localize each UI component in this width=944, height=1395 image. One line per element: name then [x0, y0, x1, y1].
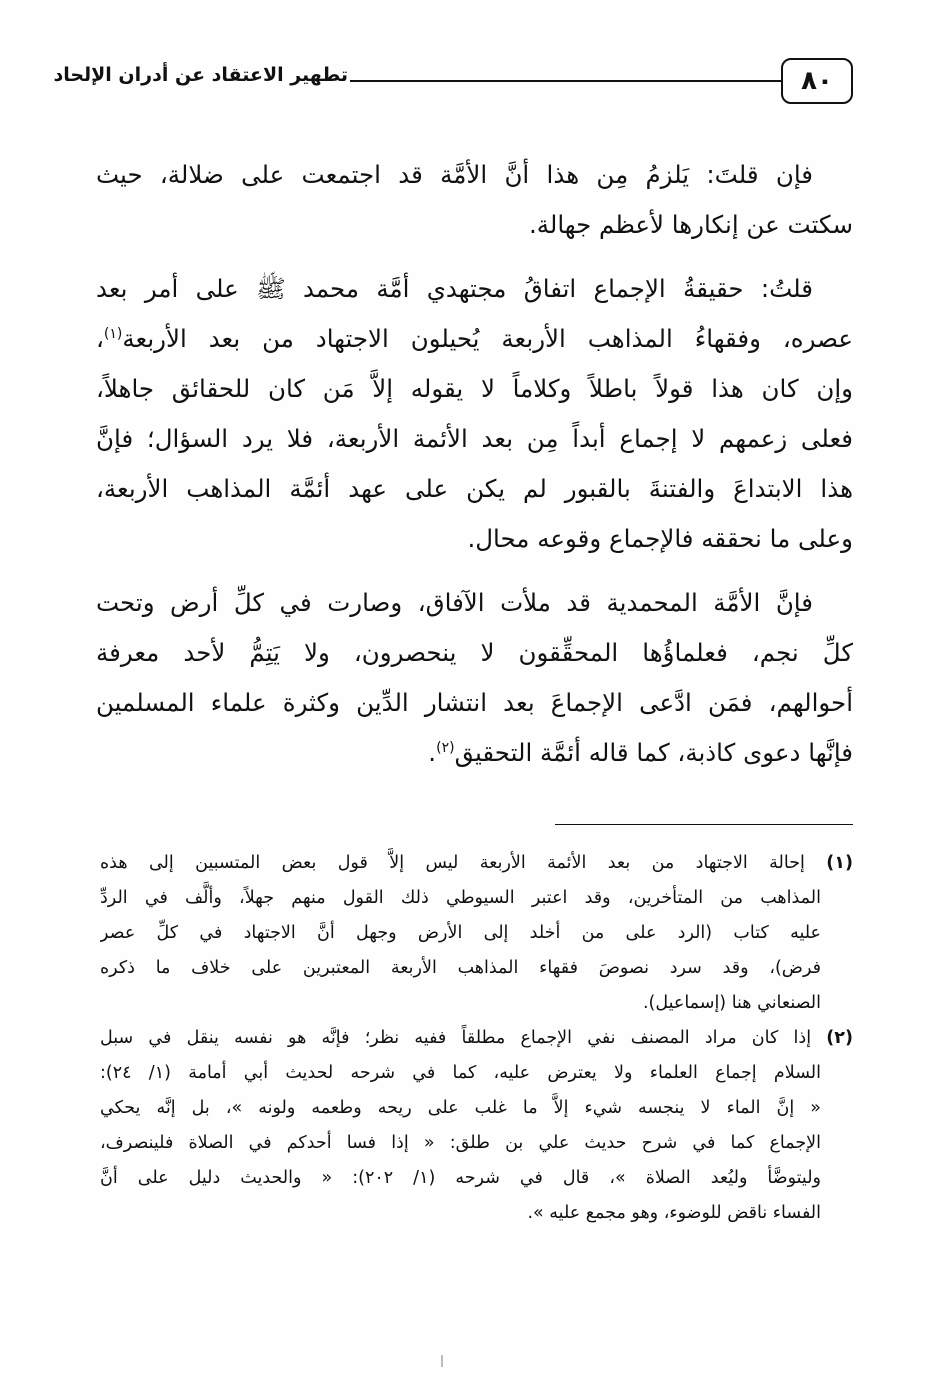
footnote — [100, 1021, 853, 1231]
footnote-line: وليتوضَّأ وليُعد الصلاة »، قال في شرحه (١/ ٢٠٢): « والحديث دليل على أنَّ — [100, 1168, 822, 1188]
header-rule — [350, 80, 781, 82]
scan-mark — [441, 1355, 443, 1367]
text-line: عصره، وفقهاءُ المذاهب الأربعة يُحيلون الاجتهاد من بعد الأربعة$^{(١)}$، — [96, 324, 853, 353]
footnote — [100, 846, 853, 1021]
footnote-line: السلام إجماع العلماء ولا يعترض عليه، كما في شرحه لحديث أبي أمامة (١/ ٢٤): — [100, 1063, 821, 1083]
page-header — [53, 58, 853, 108]
footnotes — [100, 846, 853, 1231]
footnote-line: « إنَّ الماء لا ينجسه شيء إلاَّ ما غلب على ريحه وطعمه ولونه »، بل إنَّه يحكي — [100, 1098, 821, 1118]
text-line: هذا الابتداعَ والفتنةَ بالقبور لم يكن على عهد أئمَّة المذاهب الأربعة، — [96, 474, 853, 503]
footnote-line — [100, 1021, 853, 1056]
footnote-separator — [555, 824, 853, 825]
footnote-ref: (٢) — [436, 739, 455, 756]
footnote-line: الصنعاني هنا (إسماعيل). — [642, 993, 821, 1013]
text-line: وعلى ما نحققه فالإجماع وقوعه محال. — [467, 524, 853, 553]
footnote-line: الإجماع كما في شرح حديث علي بن طلق: « إذا فسا أحدكم في الصلاة فلينصرف، — [100, 1133, 821, 1153]
footnote-number: (٢) — [826, 1028, 853, 1048]
text-line: فإن قلتَ: يَلزمُ مِن هذا أنَّ الأمَّة قد اجتمعت على ضلالة، حيث — [96, 160, 813, 189]
footnote-text: إحالة الاجتهاد من بعد الأئمة الأربعة ليس إلاَّ قول بعض المتسبين إلى هذه — [100, 853, 805, 873]
text-line: كلِّ نجم، فعلماؤُها المحقِّقون لا ينحصرون، ولا يَتِمُّ لأحد معرفة — [96, 638, 853, 667]
paragraph — [96, 264, 853, 564]
text-line-content: عصره، وفقهاءُ المذاهب الأربعة يُحيلون الاجتهاد من بعد الأربعة — [122, 324, 853, 353]
text-line: سكتت عن إنكارها لأعظم جهالة. — [528, 210, 853, 239]
main-text — [96, 150, 853, 778]
paragraph — [96, 578, 853, 778]
footnote-number: (١) — [826, 853, 853, 873]
text-line: قلتُ: حقيقةُ الإجماع اتفاقُ مجتهدي أمَّة محمد ﷺ على أمر بعد — [96, 274, 813, 303]
footnote-line: المذاهب من المتأخرين، وقد اعتبر السيوطي ذلك القول منهم جهلاً، وألَّف في الردِّ — [100, 888, 821, 908]
footnote-line: عليه كتاب (الرد على من أخلد إلى الأرض وجهل أنَّ الاجتهاد في كلِّ عصر — [100, 923, 821, 943]
text-line: فإنَّها دعوى كاذبة، كما قاله أئمَّة التحقيق$^{(٢)}$. — [428, 738, 853, 767]
text-line: وإن كان هذا قولاً باطلاً وكلاماً لا يقوله إلاَّ مَن كان للحقائق جاهلاً، — [96, 374, 853, 403]
footnote-line: فرض)، وقد سرد نصوصَ فقهاء المذاهب الأربعة المعتبرين على خلاف ما ذكره — [100, 958, 821, 978]
running-title: تطهير الاعتقاد عن أدران الإلحاد — [53, 64, 348, 86]
text-line-content: فإنَّها دعوى كاذبة، كما قاله أئمَّة التحقيق — [454, 738, 853, 767]
footnote-line: الفساء ناقض للوضوء، وهو مجمع عليه ». — [527, 1203, 821, 1223]
footnote-ref: (١) — [103, 325, 123, 342]
footnote-text: إذا كان مراد المصنف نفي الإجماع مطلقاً ففيه نظر؛ فإنَّه هو نفسه ينقل في سبل — [100, 1028, 812, 1048]
paragraph — [96, 150, 853, 250]
text-line: فعلى زعمهم لا إجماع أبداً مِن بعد الأئمة الأربعة، فلا يرد السؤال؛ فإنَّ — [96, 424, 853, 453]
page-number: ٨٠ — [781, 58, 853, 104]
text-line: فإنَّ الأمَّة المحمدية قد ملأت الآفاق، وصارت في كلِّ أرض وتحت — [96, 588, 813, 617]
text-line: أحوالهم، فمَن ادَّعى الإجماعَ بعد انتشار الدِّين وكثرة علماء المسلمين — [96, 688, 853, 717]
footnote-line — [100, 846, 853, 881]
